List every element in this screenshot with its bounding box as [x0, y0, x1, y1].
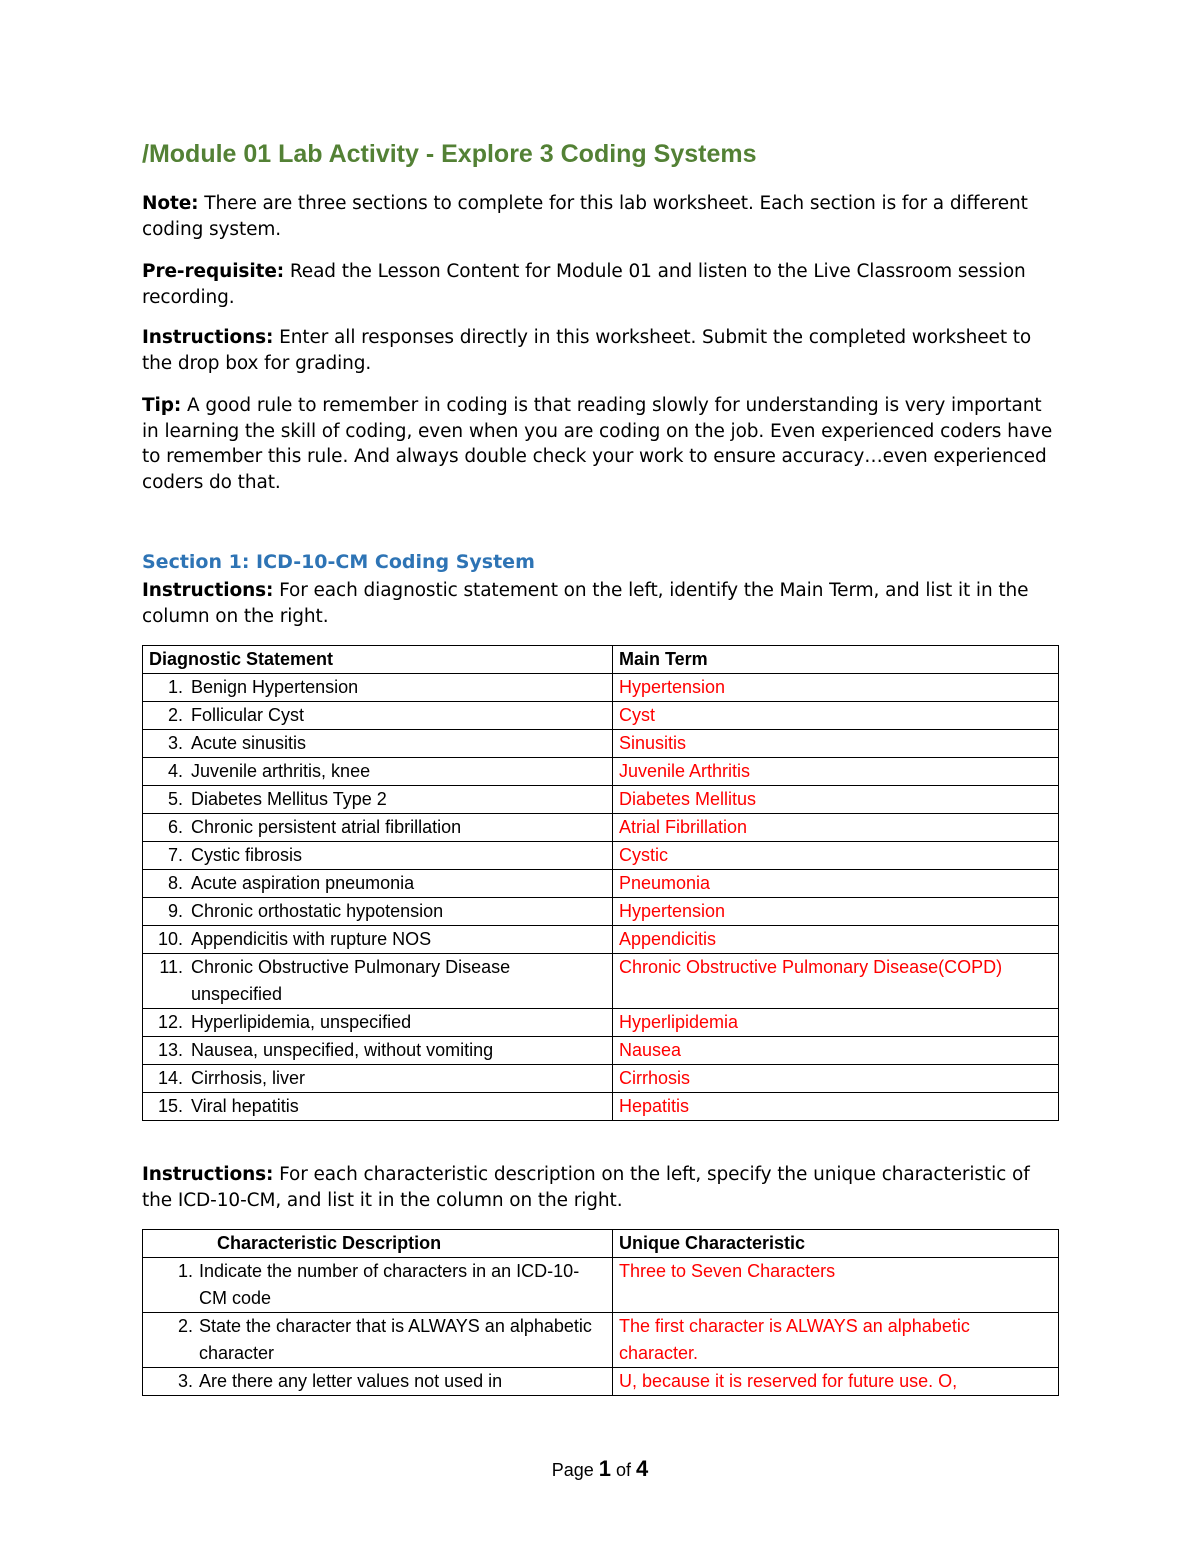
- characteristic-description-cell: [143, 1313, 613, 1368]
- table-row: [143, 1065, 1059, 1093]
- note-paragraph: [142, 191, 1062, 242]
- diagnostic-statement-cell: [143, 814, 613, 842]
- main-term-cell: Cirrhosis: [613, 1065, 1059, 1093]
- diagnostic-statement-text: Juvenile arthritis, knee: [191, 761, 371, 781]
- table-row: [143, 786, 1059, 814]
- main-term-cell: Sinusitis: [613, 730, 1059, 758]
- row-number: 1.: [177, 1261, 193, 1281]
- prerequisite-paragraph: [142, 259, 1062, 310]
- unique-characteristic-cell: The first character is ALWAYS an alphabetic character.: [613, 1313, 1059, 1368]
- diagnostic-statement-cell: [143, 786, 613, 814]
- characteristic-instructions: [142, 1162, 1062, 1213]
- main-term-cell: Cyst: [613, 702, 1059, 730]
- row-number: 3.: [177, 1371, 193, 1391]
- diagnostic-statement-text: Cirrhosis, liver: [191, 1068, 306, 1088]
- characteristic-table: [142, 1229, 1059, 1396]
- column-header-diagnostic-statement: Diagnostic Statement: [143, 646, 613, 674]
- page-label: Page: [551, 1460, 594, 1480]
- characteristic-description-text: State the character that is ALWAYS an alphabetic character: [199, 1316, 592, 1363]
- diagnostic-statement-cell: [143, 954, 613, 1009]
- row-number: 6.: [167, 817, 183, 837]
- diagnostic-statement-text: Appendicitis with rupture NOS: [191, 929, 432, 949]
- diagnostic-statement-text: Cystic fibrosis: [191, 845, 303, 865]
- prerequisite-text: Read the Lesson Content for Module 01 and listen to the Live Classroom session recording.: [142, 261, 1026, 308]
- row-number: 7.: [167, 845, 183, 865]
- table-row: [143, 1093, 1059, 1121]
- characteristic-instructions-text: For each characteristic description on the left, specify the unique characteristic of the ICD-10-CM, and list it in the column on the right.: [142, 1164, 1030, 1211]
- row-number: 15.: [157, 1096, 183, 1116]
- row-number: 8.: [167, 873, 183, 893]
- main-term-cell: Diabetes Mellitus: [613, 786, 1059, 814]
- main-term-cell: Hepatitis: [613, 1093, 1059, 1121]
- table-row: [143, 702, 1059, 730]
- table-row: [143, 1009, 1059, 1037]
- diagnostic-statement-text: Chronic Obstructive Pulmonary Disease unspecified: [191, 957, 511, 1004]
- page-total: 4: [636, 1456, 649, 1481]
- diagnostic-statement-text: Chronic persistent atrial fibrillation: [191, 817, 462, 837]
- page-title: /Module 01 Lab Activity - Explore 3 Coding Systems: [142, 140, 757, 168]
- diagnostic-statement-cell: [143, 1009, 613, 1037]
- diagnostic-statement-cell: [143, 870, 613, 898]
- main-term-cell: Hyperlipidemia: [613, 1009, 1059, 1037]
- prerequisite-label: Pre-requisite:: [142, 261, 285, 282]
- tip-text: A good rule to remember in coding is that reading slowly for understanding is very important in learning the skill of coding, even when you are coding on the job. Even experienced coders have to remember this rule. And always double check your work to ensure accuracy…even experienced coders do that.: [142, 395, 1053, 493]
- table-row: [143, 1258, 1059, 1313]
- unique-characteristic-cell: U, because it is reserved for future use. O,: [613, 1368, 1059, 1396]
- note-label: Note:: [142, 193, 199, 214]
- characteristic-description-cell: [143, 1368, 613, 1396]
- main-term-table-body: [143, 674, 1059, 1121]
- row-number: 3.: [167, 733, 183, 753]
- row-number: 2.: [167, 705, 183, 725]
- table-header-row: [143, 646, 1059, 674]
- tip-paragraph: [142, 393, 1062, 495]
- diagnostic-statement-text: Hyperlipidemia, unspecified: [191, 1012, 412, 1032]
- table-row: [143, 1368, 1059, 1396]
- diagnostic-statement-text: Benign Hypertension: [191, 677, 359, 697]
- diagnostic-statement-cell: [143, 1093, 613, 1121]
- row-number: 9.: [167, 901, 183, 921]
- main-term-cell: Cystic: [613, 842, 1059, 870]
- characteristic-instructions-label: Instructions:: [142, 1164, 274, 1185]
- of-label: of: [616, 1460, 632, 1480]
- instructions-paragraph: [142, 325, 1062, 376]
- note-text: There are three sections to complete for this lab worksheet. Each section is for a different coding system.: [142, 193, 1028, 240]
- main-term-cell: Appendicitis: [613, 926, 1059, 954]
- main-term-cell: Juvenile Arthritis: [613, 758, 1059, 786]
- page-number: 1: [598, 1456, 611, 1481]
- table-row: [143, 842, 1059, 870]
- diagnostic-statement-text: Chronic orthostatic hypotension: [191, 901, 444, 921]
- row-number: 11.: [159, 957, 183, 977]
- diagnostic-statement-cell: [143, 730, 613, 758]
- diagnostic-statement-cell: [143, 898, 613, 926]
- table-row: [143, 730, 1059, 758]
- main-term-cell: Hypertension: [613, 898, 1059, 926]
- section-1-instructions-label: Instructions:: [142, 580, 274, 601]
- table-header-row: [143, 1230, 1059, 1258]
- characteristic-description-text: Are there any letter values not used in: [199, 1371, 503, 1391]
- main-term-cell: Pneumonia: [613, 870, 1059, 898]
- diagnostic-statement-cell: [143, 674, 613, 702]
- row-number: 12.: [157, 1012, 183, 1032]
- row-number: 4.: [167, 761, 183, 781]
- characteristic-table-body: [143, 1258, 1059, 1396]
- main-term-table: [142, 645, 1059, 1121]
- table-row: [143, 1313, 1059, 1368]
- diagnostic-statement-text: Nausea, unspecified, without vomiting: [191, 1040, 494, 1060]
- table-row: [143, 898, 1059, 926]
- table-row: [143, 674, 1059, 702]
- diagnostic-statement-text: Acute sinusitis: [191, 733, 307, 753]
- row-number: 2.: [177, 1316, 193, 1336]
- table-row: [143, 926, 1059, 954]
- column-header-main-term: Main Term: [613, 646, 1059, 674]
- column-header-unique-characteristic: Unique Characteristic: [613, 1230, 1059, 1258]
- main-term-cell: Chronic Obstructive Pulmonary Disease(COPD): [613, 954, 1059, 1009]
- section-1-instructions-text: For each diagnostic statement on the left, identify the Main Term, and list it in the column on the right.: [142, 580, 1029, 627]
- column-header-characteristic-description: Characteristic Description: [143, 1230, 613, 1258]
- diagnostic-statement-cell: [143, 758, 613, 786]
- row-number: 14.: [157, 1068, 183, 1088]
- main-term-cell: Hypertension: [613, 674, 1059, 702]
- row-number: 10.: [157, 929, 183, 949]
- characteristic-description-text: Indicate the number of characters in an ICD-10-CM code: [199, 1261, 580, 1308]
- diagnostic-statement-text: Viral hepatitis: [191, 1096, 299, 1116]
- characteristic-description-cell: [143, 1258, 613, 1313]
- instructions-label: Instructions:: [142, 327, 274, 348]
- section-1-title: Section 1: ICD-10-CM Coding System: [142, 551, 535, 573]
- main-term-cell: Atrial Fibrillation: [613, 814, 1059, 842]
- table-row: [143, 1037, 1059, 1065]
- section-1-instructions: [142, 578, 1062, 629]
- diagnostic-statement-text: Acute aspiration pneumonia: [191, 873, 415, 893]
- page-footer: [0, 1456, 1200, 1482]
- diagnostic-statement-cell: [143, 926, 613, 954]
- row-number: 1.: [167, 677, 183, 697]
- table-row: [143, 814, 1059, 842]
- diagnostic-statement-text: Diabetes Mellitus Type 2: [191, 789, 387, 809]
- row-number: 5.: [167, 789, 183, 809]
- diagnostic-statement-cell: [143, 702, 613, 730]
- table-row: [143, 954, 1059, 1009]
- main-term-cell: Nausea: [613, 1037, 1059, 1065]
- diagnostic-statement-cell: [143, 1037, 613, 1065]
- diagnostic-statement-cell: [143, 842, 613, 870]
- row-number: 13.: [157, 1040, 183, 1060]
- tip-label: Tip:: [142, 395, 182, 416]
- table-row: [143, 870, 1059, 898]
- instructions-text: Enter all responses directly in this worksheet. Submit the completed worksheet to the drop box for grading.: [142, 327, 1032, 374]
- diagnostic-statement-cell: [143, 1065, 613, 1093]
- table-row: [143, 758, 1059, 786]
- diagnostic-statement-text: Follicular Cyst: [191, 705, 305, 725]
- unique-characteristic-cell: Three to Seven Characters: [613, 1258, 1059, 1313]
